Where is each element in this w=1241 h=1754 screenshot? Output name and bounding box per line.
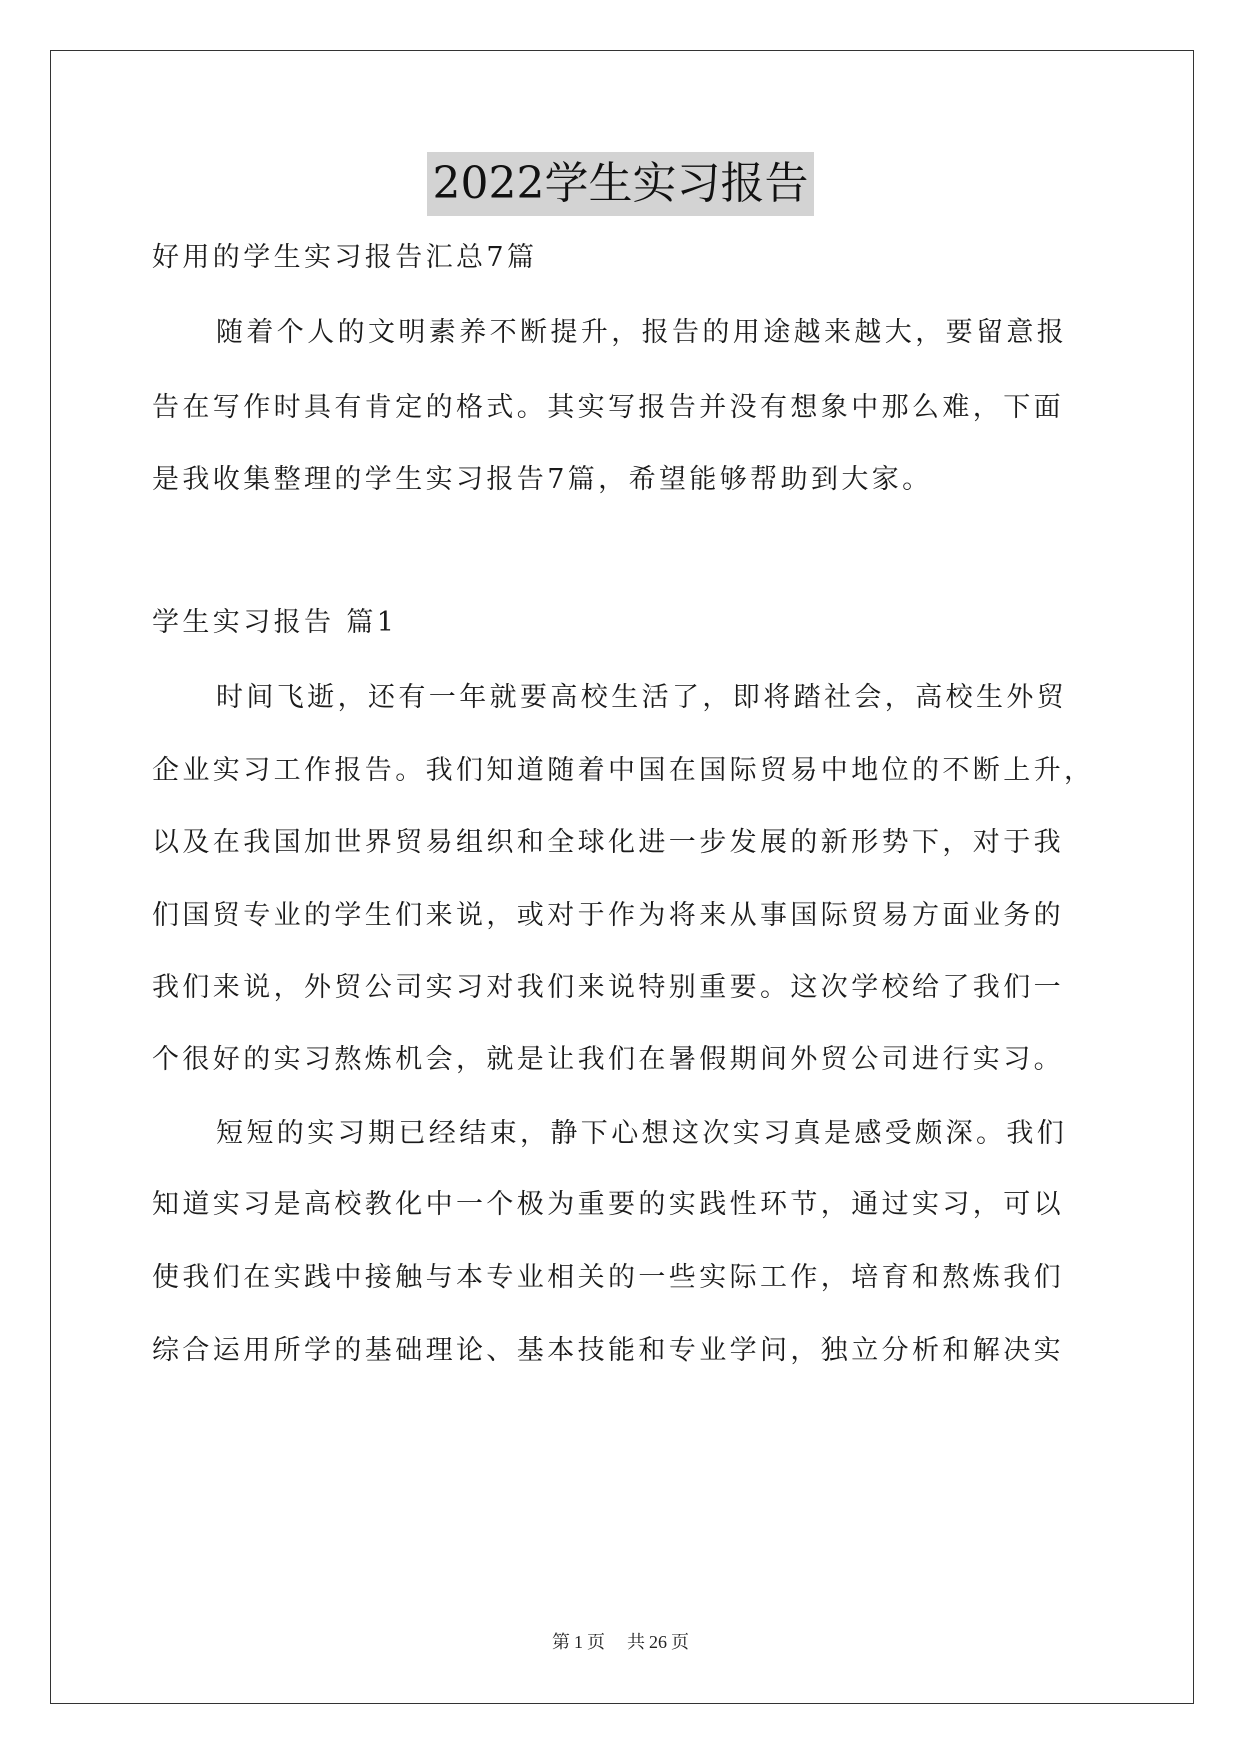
- document-title: 2022学生实习报告: [427, 152, 815, 216]
- body-line: 企业实习工作报告。我们知道随着中国在国际贸易中地位的不断上升，: [152, 755, 1095, 786]
- body-line: 时间飞逝，还有一年就要高校生活了，即将踏社会，高校生外贸: [216, 682, 1068, 713]
- body-line: 个很好的实习熬炼机会，就是让我们在暑假期间外贸公司进行实习。: [152, 1044, 1064, 1075]
- body-line: 知道实习是高校教化中一个极为重要的实践性环节，通过实习，可以: [152, 1189, 1064, 1220]
- title-container: [0, 152, 1241, 216]
- body-line: 以及在我国加世界贸易组织和全球化进一步发展的新形势下，对于我: [152, 827, 1064, 858]
- document-subtitle: 好用的学生实习报告汇总7篇: [152, 242, 538, 273]
- body-line: 短短的实习期已经结束，静下心想这次实习真是感受颇深。我们: [216, 1118, 1068, 1149]
- body-line: 使我们在实践中接触与本专业相关的一些实际工作，培育和熬炼我们: [152, 1262, 1064, 1293]
- total-label-prefix: 共: [627, 1632, 645, 1652]
- body-line: 们国贸专业的学生们来说，或对于作为将来从事国际贸易方面业务的: [152, 900, 1064, 931]
- intro-line: 是我收集整理的学生实习报告7篇，希望能够帮助到大家。: [152, 464, 933, 495]
- total-label-suffix: 页: [671, 1632, 689, 1652]
- page-number: 1: [574, 1632, 583, 1652]
- body-line: 我们来说，外贸公司实习对我们来说特别重要。这次学校给了我们一: [152, 972, 1064, 1003]
- intro-line: 随着个人的文明素养不断提升，报告的用途越来越大，要留意报: [216, 317, 1068, 348]
- body-line: 综合运用所学的基础理论、基本技能和专业学问，独立分析和解决实: [152, 1335, 1064, 1366]
- page-border: [50, 50, 1194, 1704]
- total-pages: 26: [649, 1632, 667, 1652]
- page-label-prefix: 第: [552, 1632, 570, 1652]
- page-footer: [0, 1630, 1241, 1654]
- intro-line: 告在写作时具有肯定的格式。其实写报告并没有想象中那么难，下面: [152, 392, 1064, 423]
- section-heading: 学生实习报告 篇1: [152, 607, 398, 638]
- page-label-suffix: 页: [587, 1632, 605, 1652]
